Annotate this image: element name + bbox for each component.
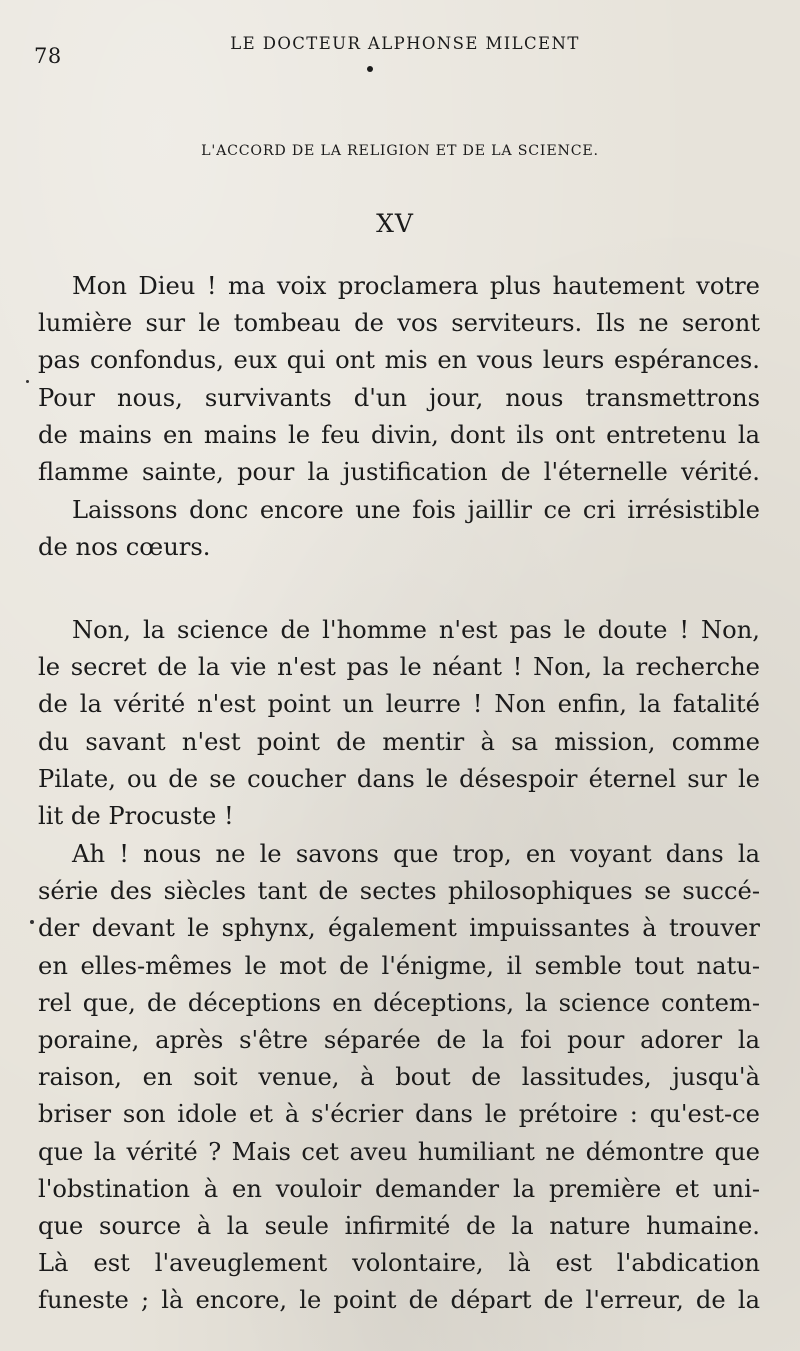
text-line: rel que, de déceptions en déceptions, la science contem- (38, 988, 760, 1017)
paragraph-3 (38, 612, 760, 835)
paragraph-1 (38, 268, 760, 491)
paragraph-4 (38, 836, 760, 1319)
text-line: le secret de la vie n'est pas le néant ! Non, la recherche (38, 653, 760, 682)
chapter-numeral: XV (376, 209, 414, 238)
text-line: que la vérité ? Mais cet aveu humiliant ne démontre que (38, 1137, 760, 1166)
text-line: Ah ! nous ne le savons que trop, en voyant dans la (72, 840, 760, 868)
paragraph-2 (38, 492, 760, 566)
text-line: Pilate, ou de se coucher dans le désespoir éternel sur le (38, 764, 760, 793)
print-speck (30, 920, 34, 924)
text-line: lit de Procuste ! (38, 801, 234, 830)
text-line: briser son idole et à s'écrier dans le prétoire : qu'est-ce (38, 1100, 760, 1129)
section-title: L'ACCORD DE LA RELIGION ET DE LA SCIENCE. (201, 143, 599, 159)
print-speck (26, 380, 29, 383)
text-line: Laissons donc encore une fois jaillir ce cri irrésistible (72, 496, 760, 524)
text-line: de nos cœurs. (38, 533, 211, 562)
text-line: en elles-mêmes le mot de l'énigme, il semble tout natu- (38, 951, 760, 980)
text-line: du savant n'est point de mentir à sa mission, comme (38, 727, 760, 756)
text-line: série des siècles tant de sectes philosophiques se succé- (38, 877, 760, 906)
text-line: Là est l'aveuglement volontaire, là est l'abdication (38, 1249, 760, 1278)
text-line: que source à la seule infirmité de la nature humaine. (38, 1211, 760, 1240)
text-line: de mains en mains le feu divin, dont ils ont entretenu la (38, 420, 760, 449)
text-line: funeste ; là encore, le point de départ de l'erreur, de la (38, 1286, 760, 1315)
text-line: Pour nous, survivants d'un jour, nous transmettrons (38, 383, 760, 412)
text-line: lumière sur le tombeau de vos serviteurs. Ils ne seront (38, 309, 760, 338)
text-line: de la vérité n'est point un leurre ! Non enfin, la fatalité (38, 690, 760, 719)
ornament-dot (367, 66, 373, 72)
running-head: LE DOCTEUR ALPHONSE MILCENT (230, 34, 580, 53)
text-line: l'obstination à en vouloir demander la première et uni- (38, 1174, 760, 1203)
text-line: poraine, après s'être séparée de la foi pour adorer la (38, 1025, 760, 1054)
text-line: raison, en soit venue, à bout de lassitudes, jusqu'à (38, 1063, 760, 1092)
text-line: Mon Dieu ! ma voix proclamera plus hautement votre (72, 272, 760, 300)
text-line: der devant le sphynx, également impuissantes à trouver (38, 914, 760, 943)
text-line: Non, la science de l'homme n'est pas le doute ! Non, (72, 616, 760, 644)
page-number: 78 (34, 44, 62, 68)
text-line: flamme sainte, pour la justification de l'éternelle vérité. (38, 457, 760, 486)
text-line: pas confondus, eux qui ont mis en vous leurs espérances. (38, 346, 760, 375)
